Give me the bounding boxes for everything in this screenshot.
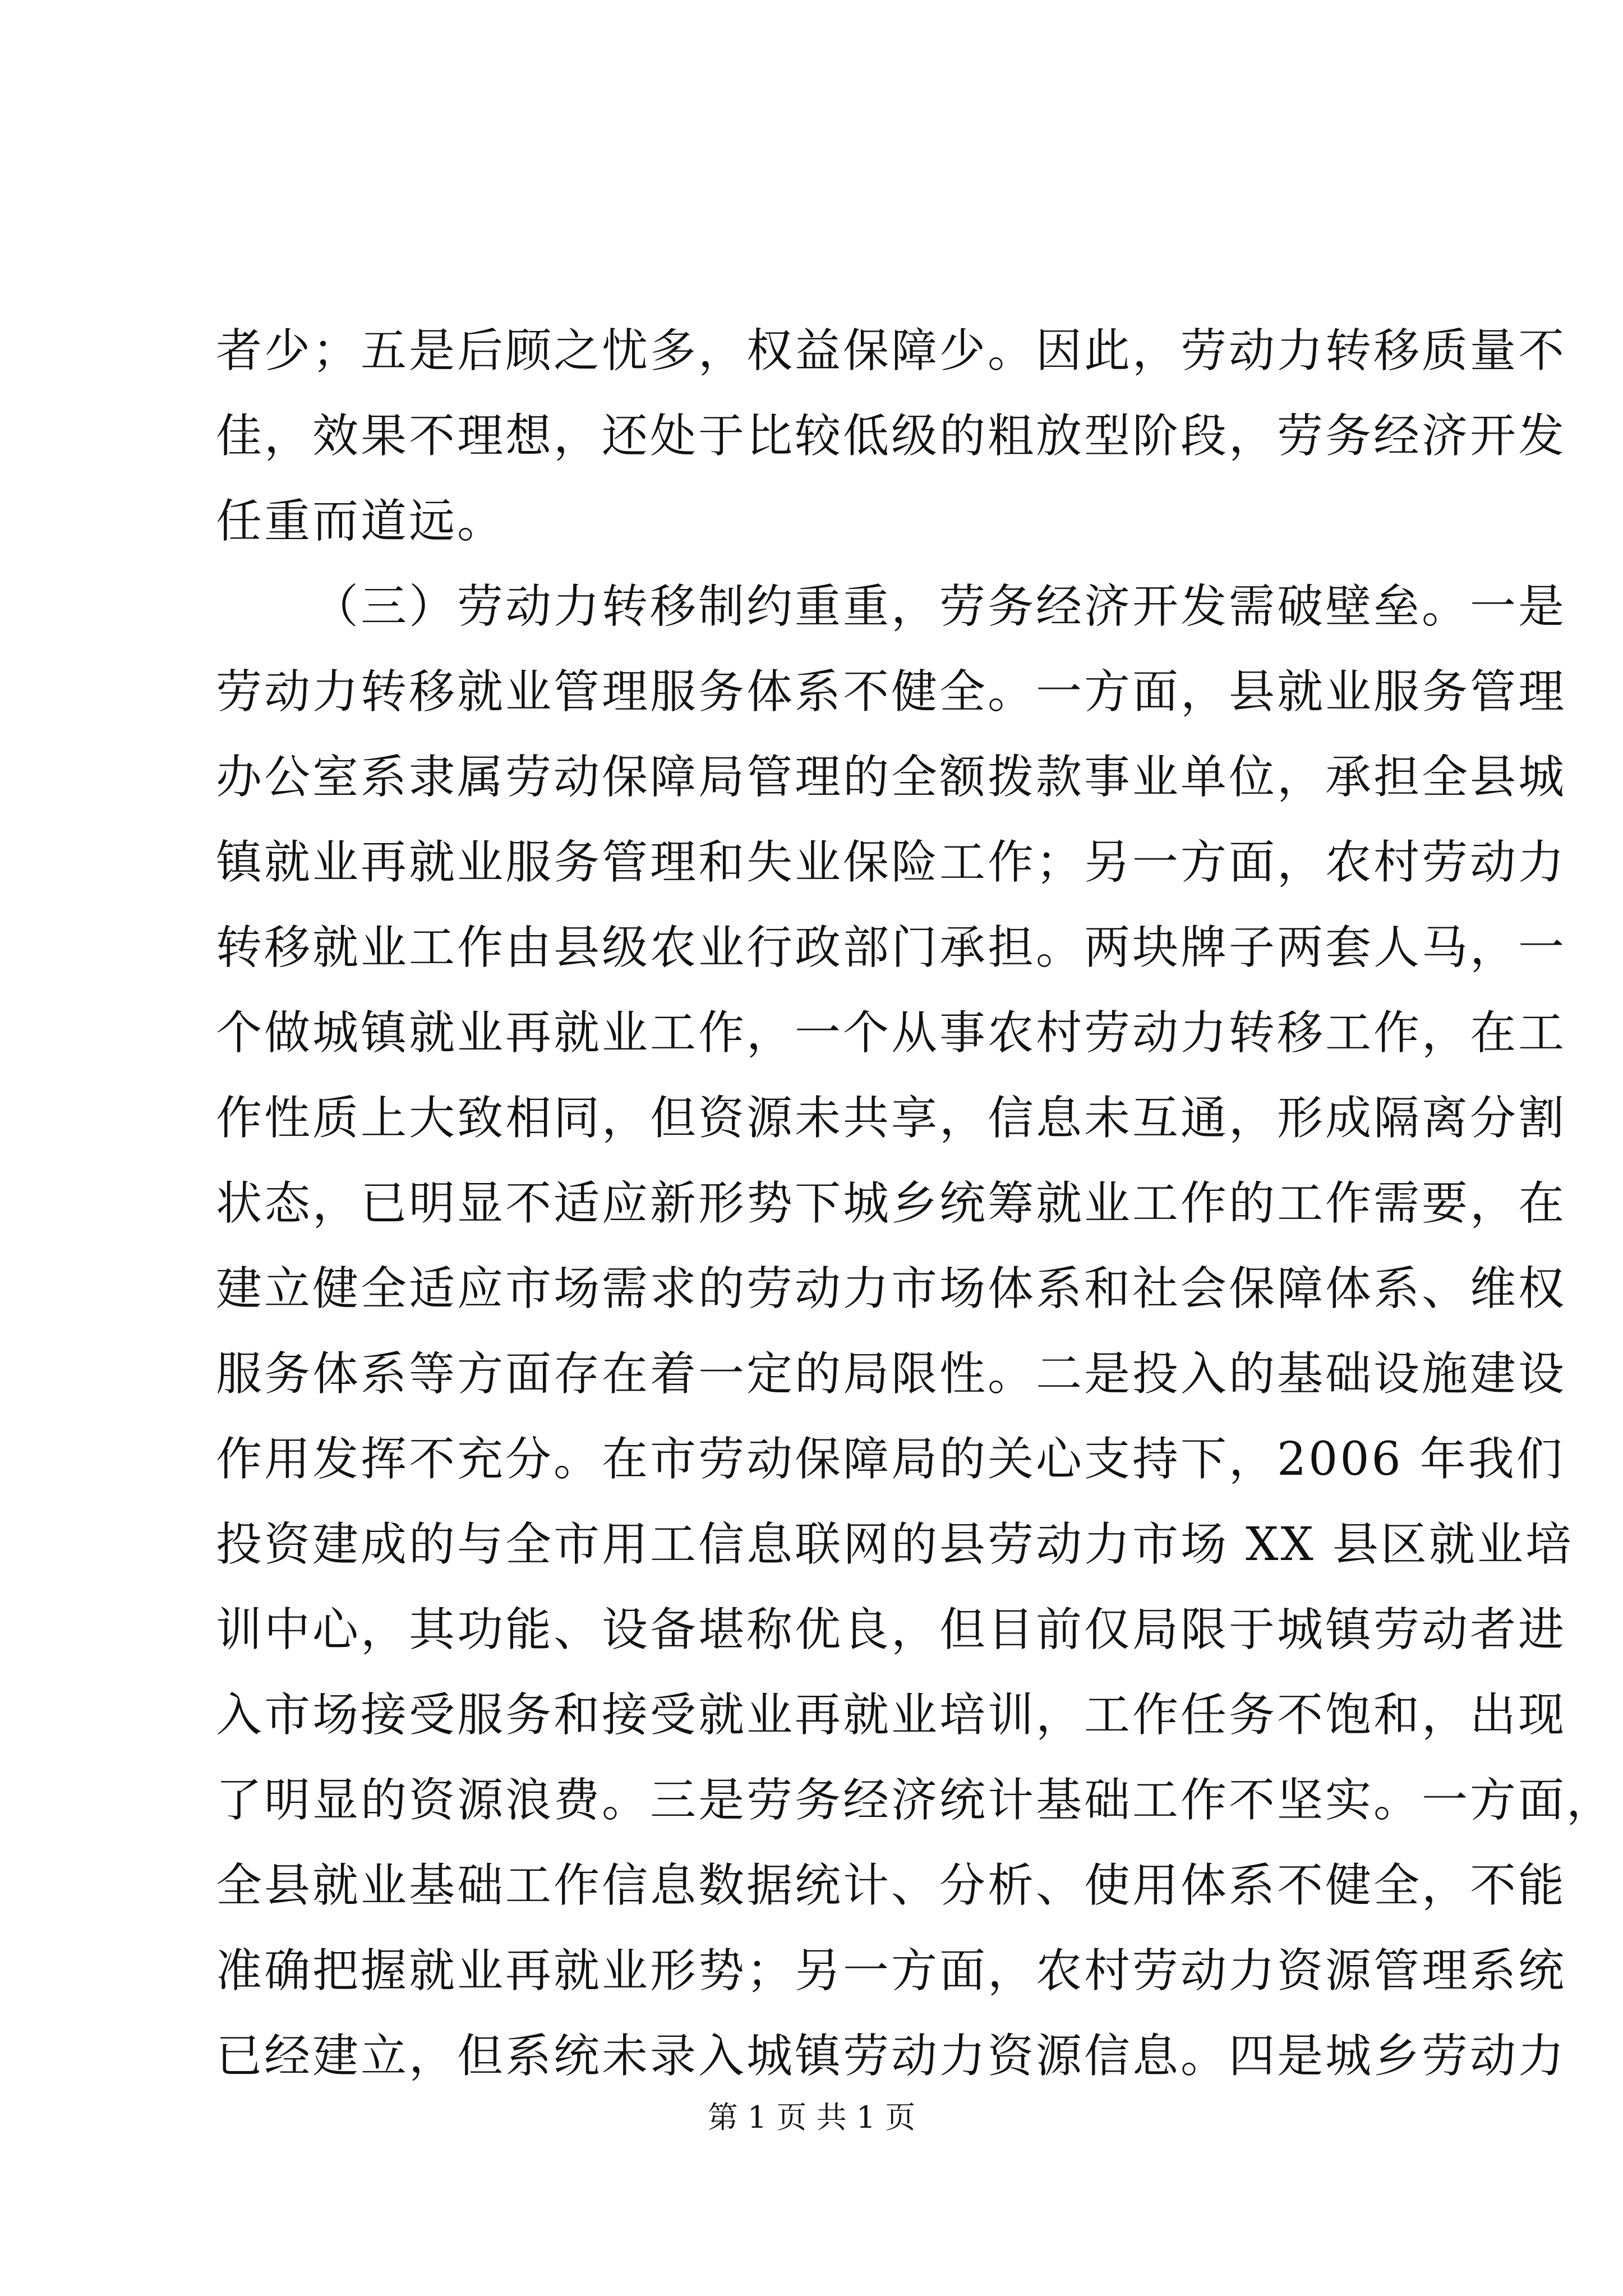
text-line: 办公室系隶属劳动保障局管理的全额拨款事业单位，承担全县城: [216, 751, 1567, 804]
text-line: 劳动力转移就业管理服务体系不健全。一方面，县就业服务管理: [216, 665, 1567, 719]
text-line: 作性质上大致相同，但资源未共享，信息未互通，形成隔离分割: [216, 1092, 1567, 1145]
page-number-label: 第 1 页 共 1 页: [707, 2100, 916, 2135]
text-line: 全县就业基础工作信息数据统计、分析、使用体系不健全，不能: [216, 1859, 1567, 1912]
text-line: 训中心，其功能、设备堪称优良，但目前仅局限于城镇劳动者进: [216, 1603, 1567, 1657]
text-line: 入市场接受服务和接受就业再就业培训，工作任务不饱和，出现: [216, 1688, 1567, 1742]
text-line: 了明显的资源浪费。三是劳务经济统计基础工作不坚实。一方面，: [216, 1774, 1615, 1827]
text-line: 者少；五是后顾之忧多，权益保障少。因此，劳动力转移质量不: [216, 324, 1567, 378]
section-heading-line: （三）劳动力转移制约重重，劳务经济开发需破壁垒。一是: [312, 580, 1567, 633]
text-line: 转移就业工作由县级农业行政部门承担。两块牌子两套人马，一: [216, 921, 1567, 974]
text-line: 状态，已明显不适应新形势下城乡统筹就业工作的工作需要，在: [216, 1177, 1567, 1230]
text-line: 镇就业再就业服务管理和失业保险工作；另一方面，农村劳动力: [216, 836, 1567, 889]
body-text: [216, 309, 1615, 2099]
text-line: 佳，效果不理想，还处于比较低级的粗放型阶段，劳务经济开发: [216, 409, 1567, 463]
text-line: 建立健全适应市场需求的劳动力市场体系和社会保障体系、维权: [216, 1262, 1567, 1315]
text-line: 个做城镇就业再就业工作，一个从事农村劳动力转移工作，在工: [216, 1006, 1567, 1060]
text-line: 已经建立，但系统未录入城镇劳动力资源信息。四是城乡劳动力: [216, 2030, 1567, 2083]
text-line: 准确把握就业再就业形势；另一方面，农村劳动力资源管理系统: [216, 1944, 1567, 1998]
text-line: 投资建成的与全市用工信息联网的县劳动力市场 XX 县区就业培: [216, 1518, 1574, 1571]
text-line: 作用发挥不充分。在市劳动保障局的关心支持下，2006 年我们: [216, 1433, 1565, 1486]
text-line: 服务体系等方面存在着一定的局限性。二是投入的基础设施建设: [216, 1347, 1567, 1401]
page-footer: [0, 2098, 1623, 2137]
text-line: 任重而道远。: [216, 495, 506, 548]
